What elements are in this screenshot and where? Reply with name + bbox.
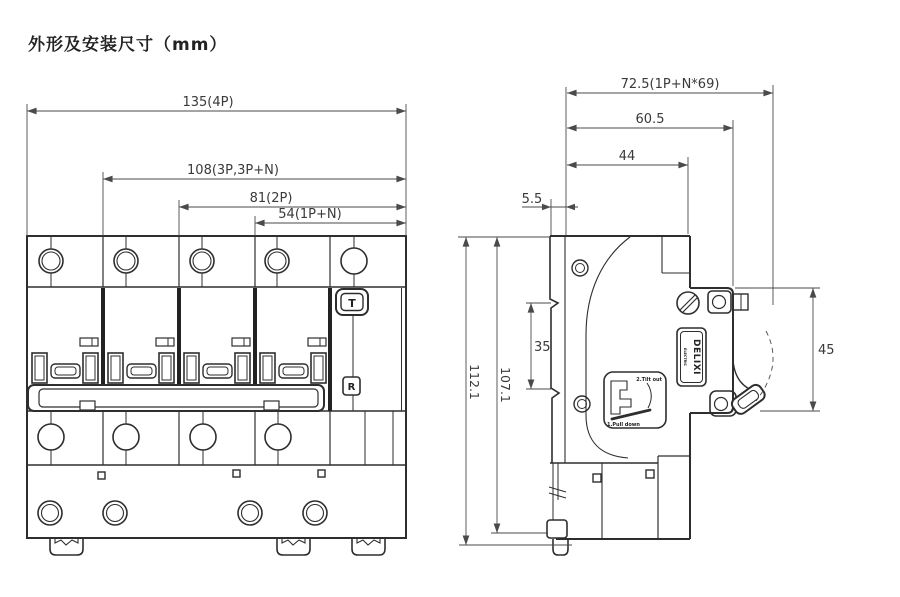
front-view-dimensions xyxy=(27,95,406,236)
handle-tie-bar xyxy=(28,385,324,411)
din-rail-back-edge xyxy=(550,236,559,463)
brand-name: DELIXI xyxy=(691,339,701,375)
side-window xyxy=(593,474,601,482)
side-view xyxy=(458,77,835,555)
tie-bar-clip xyxy=(264,401,279,410)
dim-44: 44 xyxy=(618,149,636,164)
page-title: 外形及安装尺寸（mm） xyxy=(28,35,228,55)
dim-81-2p: 81(2P) xyxy=(249,191,293,206)
side-view-dimensions-horizontal xyxy=(522,77,773,305)
rail-profile-icon xyxy=(611,381,631,414)
din-clip-tab xyxy=(553,539,568,555)
dim-60-5: 60.5 xyxy=(635,112,665,127)
vent-window xyxy=(232,338,250,346)
pole-handle xyxy=(184,338,250,383)
dim-54-1pn: 54(1P+N) xyxy=(278,207,342,222)
side-view-dimensions-vertical xyxy=(458,237,835,545)
dim-108-3p: 108(3P,3P+N) xyxy=(187,163,279,178)
test-button-label: T xyxy=(348,297,356,310)
rcd-terminal xyxy=(341,236,367,287)
side-window xyxy=(646,470,654,478)
dim-112-1: 112.1 xyxy=(467,364,482,400)
rcd-module xyxy=(336,289,368,411)
tilt-arrow-icon xyxy=(647,383,651,408)
terminal-screw xyxy=(114,236,138,287)
tie-bar-clip xyxy=(80,401,95,410)
terminal-screw xyxy=(39,236,63,287)
terminal-screw-side xyxy=(677,292,699,314)
lower-terminals xyxy=(38,411,291,465)
install-step-1-label: 1.Pull down xyxy=(607,422,640,428)
mount-screw xyxy=(572,260,588,276)
install-instruction-label xyxy=(604,372,666,428)
vent-window xyxy=(308,338,326,346)
terminal-screw xyxy=(190,236,214,287)
install-step-2-label: 2.Tilt out xyxy=(636,377,662,383)
brand-plate xyxy=(677,328,706,386)
brand-sub: ELECTRIC xyxy=(683,348,687,366)
bottom-window xyxy=(318,470,325,477)
bottom-window xyxy=(233,470,240,477)
terminal-screw xyxy=(265,236,289,287)
dim-107-1: 107.1 xyxy=(498,367,513,403)
pole-handle xyxy=(108,338,174,383)
pole-handle xyxy=(32,338,98,383)
pole-handle xyxy=(260,338,326,383)
dim-5-5: 5.5 xyxy=(521,192,543,207)
din-rail-clips xyxy=(50,538,385,555)
dim-135-4p: 135(4P) xyxy=(182,95,234,110)
dim-45: 45 xyxy=(818,343,835,358)
dim-72-5: 72.5(1P+N*69) xyxy=(620,77,720,92)
pole-separators xyxy=(103,236,402,465)
bottom-section xyxy=(38,470,327,525)
vent-window xyxy=(80,338,98,346)
vent-window xyxy=(156,338,174,346)
breaker-side-body xyxy=(547,236,733,555)
mount-screw xyxy=(574,396,590,412)
dim-35: 35 xyxy=(534,340,551,355)
reset-button-label: R xyxy=(347,382,356,393)
top-terminals xyxy=(39,236,367,287)
terminal-clamp-top xyxy=(708,291,731,313)
din-clip-foot xyxy=(547,520,567,538)
bottom-window xyxy=(98,472,105,479)
front-view xyxy=(27,95,406,555)
